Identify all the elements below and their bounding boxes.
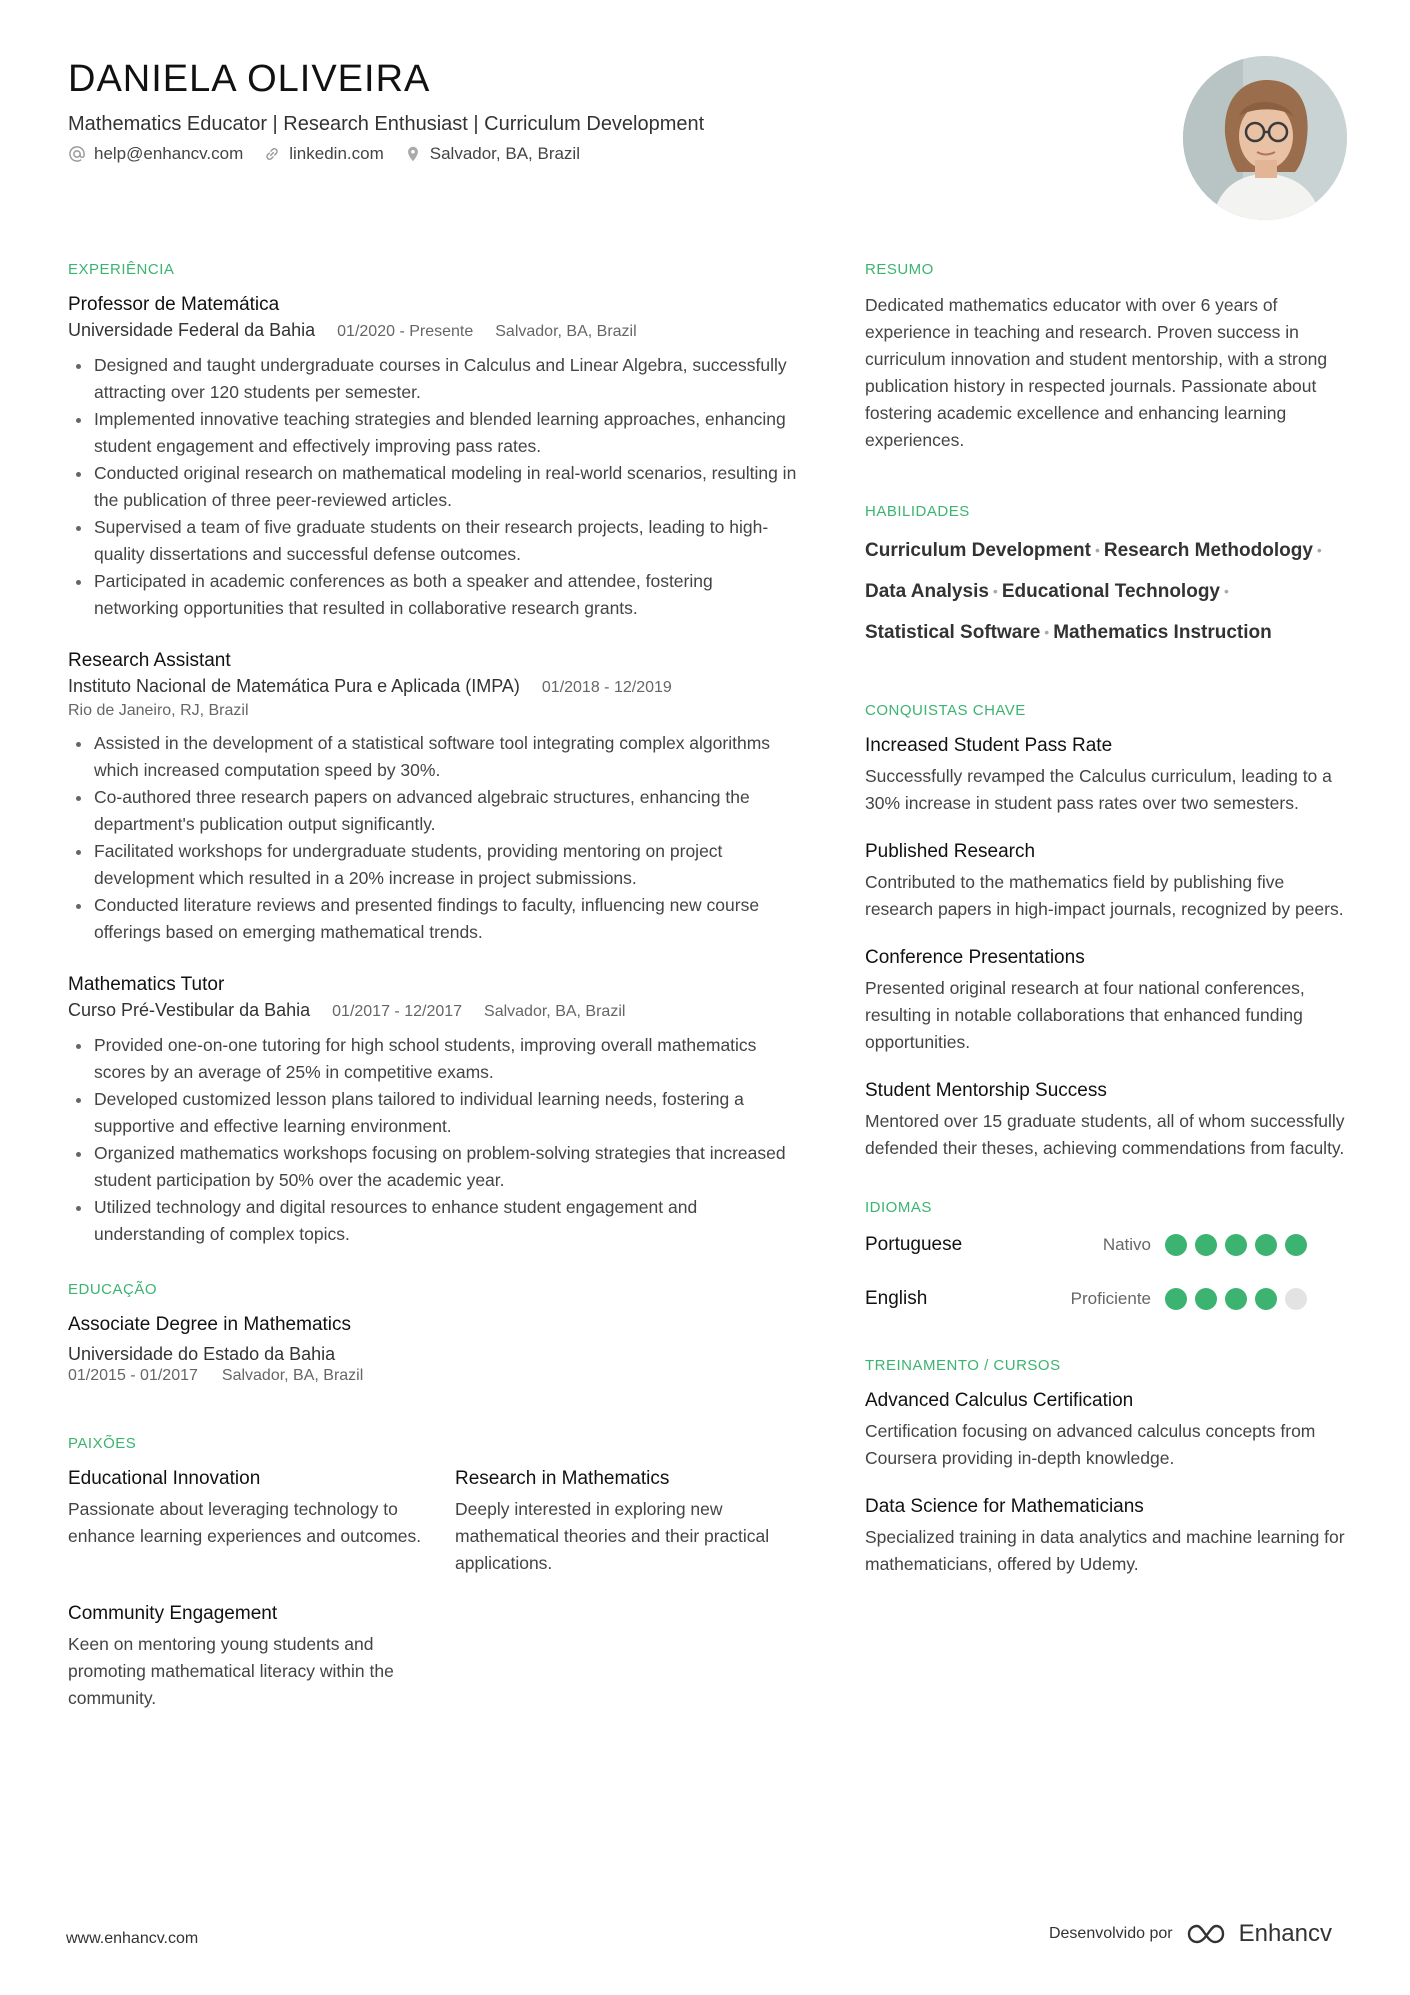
rating-dot-filled — [1195, 1288, 1217, 1310]
passion-desc: Deeply interested in exploring new mathematical theories and their practical applications. — [455, 1499, 770, 1573]
skill-tag: Data Analysis — [865, 581, 989, 602]
achievement-item — [865, 733, 1350, 817]
education-meta — [68, 1366, 798, 1386]
contact-linkedin[interactable] — [263, 144, 384, 164]
school-name: Universidade do Estado da Bahia — [68, 1344, 336, 1364]
achievement-desc: Mentored over 15 graduate students, all of whom successfully defended their theses, achieving commendations from faculty. — [865, 1111, 1345, 1158]
training-heading: TREINAMENTO / CURSOS — [865, 1357, 1061, 1374]
job-entry — [68, 292, 798, 622]
skill-tag: Mathematics Instruction — [1053, 622, 1272, 643]
rating-dot-filled — [1165, 1234, 1187, 1256]
skill-tag: Statistical Software — [865, 622, 1041, 643]
location-pin-icon — [404, 145, 422, 163]
passion-item — [68, 1466, 455, 1577]
job-bullets — [68, 1032, 798, 1248]
passion-title: Research in Mathematics — [455, 1468, 670, 1489]
job-title: Professor de Matemática — [68, 294, 280, 315]
passion-desc: Passionate about leveraging technology to enhance learning experiences and outcomes. — [68, 1499, 422, 1546]
list-item: Assisted in the development of a statistical software tool integrating complex algorithms which increased computation speed by 30%. — [68, 730, 798, 784]
list-item: Co-authored three research papers on advanced algebraic structures, enhancing the department's publication output significantly. — [68, 784, 798, 838]
separator-dot: • — [1094, 542, 1100, 558]
languages-heading: IDIOMAS — [865, 1199, 932, 1216]
brand-name: Enhancv — [1238, 1920, 1332, 1947]
rating-dot-filled — [1165, 1288, 1187, 1310]
enhancv-logo-icon — [1185, 1921, 1231, 1947]
skills-heading: HABILIDADES — [865, 503, 970, 520]
achievement-item — [865, 1078, 1350, 1162]
job-location: Salvador, BA, Brazil — [495, 323, 637, 340]
passion-item — [455, 1466, 798, 1577]
separator-dot: • — [1316, 542, 1322, 558]
language-name: English — [865, 1288, 928, 1309]
passion-item — [68, 1601, 455, 1712]
avatar — [1183, 56, 1347, 220]
achievement-title: Conference Presentations — [865, 947, 1085, 968]
left-column — [68, 258, 798, 1712]
job-location: Rio de Janeiro, RJ, Brazil — [68, 702, 249, 719]
list-item: Conducted original research on mathematical modeling in real-world scenarios, resulting in the publication of three peer-reviewed articles. — [68, 460, 798, 514]
job-bullets — [68, 352, 798, 622]
language-level: Nativo — [1102, 1235, 1151, 1254]
job-meta — [68, 998, 798, 1024]
job-dates: 01/2018 - 12/2019 — [541, 679, 672, 696]
job-org: Instituto Nacional de Matemática Pura e Aplicada (IMPA) — [68, 676, 520, 696]
job-dates: 01/2020 - Presente — [337, 323, 474, 340]
skill-tag: Research Methodology — [1103, 540, 1313, 561]
linkedin-text: linkedin.com — [289, 144, 384, 163]
list-item: Supervised a team of five graduate students on their research projects, leading to high-quality dissertations and successful defense outcomes. — [68, 514, 798, 568]
course-item — [865, 1494, 1350, 1578]
achievements-heading: CONQUISTAS CHAVE — [865, 702, 1026, 719]
job-title: Mathematics Tutor — [68, 974, 225, 995]
rating-dot-filled — [1195, 1234, 1217, 1256]
language-rating — [1165, 1234, 1307, 1256]
skills-list — [865, 534, 1350, 649]
enhancv-logo[interactable] — [1185, 1920, 1332, 1948]
job-title: Research Assistant — [68, 650, 231, 671]
achievement-desc: Successfully revamped the Calculus curriculum, leading to a 30% increase in student pass rates over two semesters. — [865, 766, 1332, 813]
contact-location — [404, 144, 580, 164]
rating-dot-filled — [1255, 1288, 1277, 1310]
job-location: Salvador, BA, Brazil — [484, 1003, 626, 1020]
passions-heading: PAIXÕES — [68, 1435, 137, 1452]
rating-dot-filled — [1255, 1234, 1277, 1256]
achievement-title: Increased Student Pass Rate — [865, 735, 1113, 756]
list-item: Utilized technology and digital resources to enhance student engagement and understanding of complex topics. — [68, 1194, 798, 1248]
skill-tag: Curriculum Development — [865, 540, 1091, 561]
job-entry — [68, 648, 798, 946]
course-title: Advanced Calculus Certification — [865, 1390, 1134, 1411]
achievement-item — [865, 839, 1350, 923]
achievement-title: Published Research — [865, 841, 1036, 862]
education-location: Salvador, BA, Brazil — [221, 1367, 364, 1384]
contact-info — [68, 144, 1068, 164]
list-item: Designed and taught undergraduate courses in Calculus and Linear Algebra, successfully attracting over 120 students per semester. — [68, 352, 798, 406]
summary-text: Dedicated mathematics educator with over 6 years of experience in teaching and research. Proven success in curriculum innovation and student mentorship, with a strong publication history in respected journals. Passionate about fostering academic excellence and enhancing learning experiences. — [865, 295, 1328, 450]
achievement-desc: Contributed to the mathematics field by publishing five research papers in high-impact journals, recognized by peers. — [865, 872, 1344, 919]
right-column — [865, 258, 1350, 1600]
list-item: Conducted literature reviews and presented findings to faculty, influencing new course offerings based on emerging mathematical trends. — [68, 892, 798, 946]
location-text: Salvador, BA, Brazil — [429, 144, 580, 163]
passion-title: Educational Innovation — [68, 1468, 261, 1489]
separator-dot: • — [1224, 583, 1229, 599]
rating-dot-filled — [1225, 1234, 1247, 1256]
list-item: Provided one-on-one tutoring for high school students, improving overall mathematics scores by an average of 25% in competitive exams. — [68, 1032, 798, 1086]
passion-title: Community Engagement — [68, 1603, 278, 1624]
achievement-title: Student Mentorship Success — [865, 1080, 1107, 1101]
job-bullets — [68, 730, 798, 946]
education-heading: EDUCAÇÃO — [68, 1281, 158, 1298]
list-item: Developed customized lesson plans tailored to individual learning needs, fostering a supportive and effective learning environment. — [68, 1086, 798, 1140]
contact-email[interactable] — [68, 144, 243, 164]
profile-photo — [1183, 56, 1347, 220]
job-meta — [68, 318, 798, 344]
job-org: Universidade Federal da Bahia — [68, 320, 316, 340]
course-title: Data Science for Mathematicians — [865, 1496, 1144, 1517]
passion-desc: Keen on mentoring young students and promoting mathematical literacy within the community. — [68, 1634, 394, 1708]
skill-tag: Educational Technology — [1001, 581, 1220, 602]
job-org: Curso Pré-Vestibular da Bahia — [68, 1000, 311, 1020]
job-dates: 01/2017 - 12/2017 — [332, 1003, 463, 1020]
degree-title: Associate Degree in Mathematics — [68, 1314, 352, 1335]
language-level: Proficiente — [1070, 1289, 1151, 1308]
rating-dot-empty — [1285, 1288, 1307, 1310]
list-item: Organized mathematics workshops focusing on problem-solving strategies that increased student participation by 50% over the academic year. — [68, 1140, 798, 1194]
education-dates: 01/2015 - 01/2017 — [68, 1367, 198, 1384]
footer-brand — [1049, 1920, 1332, 1948]
list-item: Facilitated workshops for undergraduate students, providing mentoring on project development which resulted in a 20% increase in project submissions. — [68, 838, 798, 892]
passions-grid — [68, 1466, 798, 1712]
candidate-title: Mathematics Educator | Research Enthusiast | Curriculum Development — [68, 113, 705, 135]
resume-header — [68, 56, 1068, 164]
language-name: Portuguese — [865, 1234, 963, 1255]
at-icon — [68, 145, 86, 163]
list-item: Participated in academic conferences as both a speaker and attendee, fostering networking opportunities that resulted in collaborative research grants. — [68, 568, 798, 622]
language-rating — [1165, 1288, 1307, 1310]
candidate-name: DANIELA OLIVEIRA — [68, 58, 431, 100]
language-row — [865, 1230, 1350, 1260]
course-desc: Specialized training in data analytics and machine learning for mathematicians, offered by Udemy. — [865, 1527, 1345, 1574]
course-desc: Certification focusing on advanced calculus concepts from Coursera providing in-depth knowledge. — [865, 1421, 1316, 1468]
list-item: Implemented innovative teaching strategies and blended learning approaches, enhancing student engagement and effectively improving pass rates. — [68, 406, 798, 460]
achievement-item — [865, 945, 1350, 1056]
language-row — [865, 1284, 1350, 1314]
course-item — [865, 1388, 1350, 1472]
experience-heading: EXPERIÊNCIA — [68, 261, 175, 278]
footer-website[interactable]: www.enhancv.com — [66, 1930, 199, 1947]
job-entry — [68, 972, 798, 1248]
education-entry — [68, 1312, 798, 1386]
separator-dot: • — [1044, 624, 1050, 640]
email-text: help@enhancv.com — [94, 144, 244, 163]
separator-dot: • — [992, 583, 998, 599]
link-icon — [263, 145, 281, 163]
rating-dot-filled — [1285, 1234, 1307, 1256]
job-meta — [68, 674, 798, 700]
rating-dot-filled — [1225, 1288, 1247, 1310]
powered-by-text: Desenvolvido por — [1048, 1925, 1173, 1942]
summary-heading: RESUMO — [865, 261, 934, 278]
achievement-desc: Presented original research at four national conferences, resulting in notable collaborations that enhanced funding opportunities. — [865, 978, 1305, 1052]
